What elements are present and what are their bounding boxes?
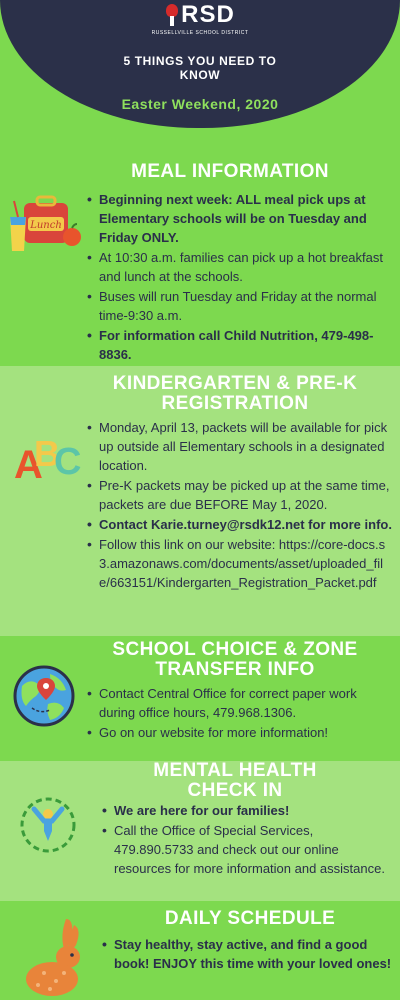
section-school-choice <box>0 636 400 761</box>
list-item: • Call the Office of Special Services, 479.890.5733 and check out our online resources for more information and assistance. <box>102 821 392 878</box>
list-item: • Follow this link on our website: https://core-docs.s3.amazonaws.com/documents/asset/uploaded_file/663151/Kindergarten_Registration_Packet.pdf <box>87 535 393 592</box>
district-logo <box>0 2 400 36</box>
list-item: • Pre-K packets may be picked up at the same time, packets are due BEFORE May 1, 2020. <box>87 476 393 514</box>
section-kindergarten-registration <box>0 366 400 636</box>
svg-text:A: A <box>14 443 43 486</box>
abc-blocks-icon <box>12 426 84 486</box>
section-daily-schedule <box>0 901 400 1000</box>
list-item: • Stay healthy, stay active, and find a good book! ENJOY this time with your loved ones! <box>102 935 398 973</box>
list-item: • We are here for our families! <box>102 801 392 820</box>
section-title: DAILY SCHEDULE <box>164 908 336 929</box>
list-item: • For information call Child Nutrition, 479-498-8836. <box>87 326 393 364</box>
torch-icon <box>165 4 179 26</box>
list-item: • Monday, April 13, packets will be available for pick up outside all Elementary schools in a designated location. <box>87 418 393 475</box>
svg-text:Lunch: Lunch <box>30 220 62 231</box>
logo-text: RSD <box>181 1 235 28</box>
lunchbox-icon <box>4 195 82 257</box>
section-title: SCHOOL CHOICE & ZONE TRANSFER INFO <box>112 639 358 680</box>
list-item: • Contact Central Office for correct paper work during office hours, 479.968.1306. <box>87 684 393 722</box>
globe-map-pin-icon <box>12 664 76 728</box>
meal-bullets <box>87 190 393 365</box>
section-mental-health <box>0 761 400 901</box>
svg-text:C: C <box>54 441 82 483</box>
list-item: • At 10:30 a.m. families can pick up a hot breakfast and lunch at the schools. <box>87 248 393 286</box>
list-item: • Go on our website for more information! <box>87 723 393 742</box>
daily-schedule-bullets <box>102 935 398 974</box>
district-name: RUSSELLVILLE SCHOOL DISTRICT <box>151 30 249 36</box>
section-title: MENTAL HEALTH CHECK IN <box>153 760 317 801</box>
page-subtitle: Easter Weekend, 2020 <box>121 96 279 112</box>
list-item: • Contact Karie.turney@rsdk12.net for more info. <box>87 515 393 534</box>
list-item: • Buses will run Tuesday and Friday at the normal time-9:30 a.m. <box>87 287 393 325</box>
section-title: KINDERGARTEN & PRE-K REGISTRATION <box>112 373 358 414</box>
section-title: MEAL INFORMATION <box>131 161 329 182</box>
easter-bunny-icon <box>22 915 94 997</box>
person-cheering-icon <box>20 795 76 855</box>
school-choice-bullets <box>87 684 393 743</box>
section-meal-information <box>0 155 400 365</box>
svg-text:B: B <box>34 433 60 474</box>
kindergarten-bullets <box>87 418 393 593</box>
mental-health-bullets <box>102 801 392 879</box>
list-item: • Beginning next week: ALL meal pick ups at Elementary schools will be on Tuesday and Friday ONLY. <box>87 190 393 247</box>
page-title: 5 THINGS YOU NEED TO KNOW <box>123 54 277 82</box>
